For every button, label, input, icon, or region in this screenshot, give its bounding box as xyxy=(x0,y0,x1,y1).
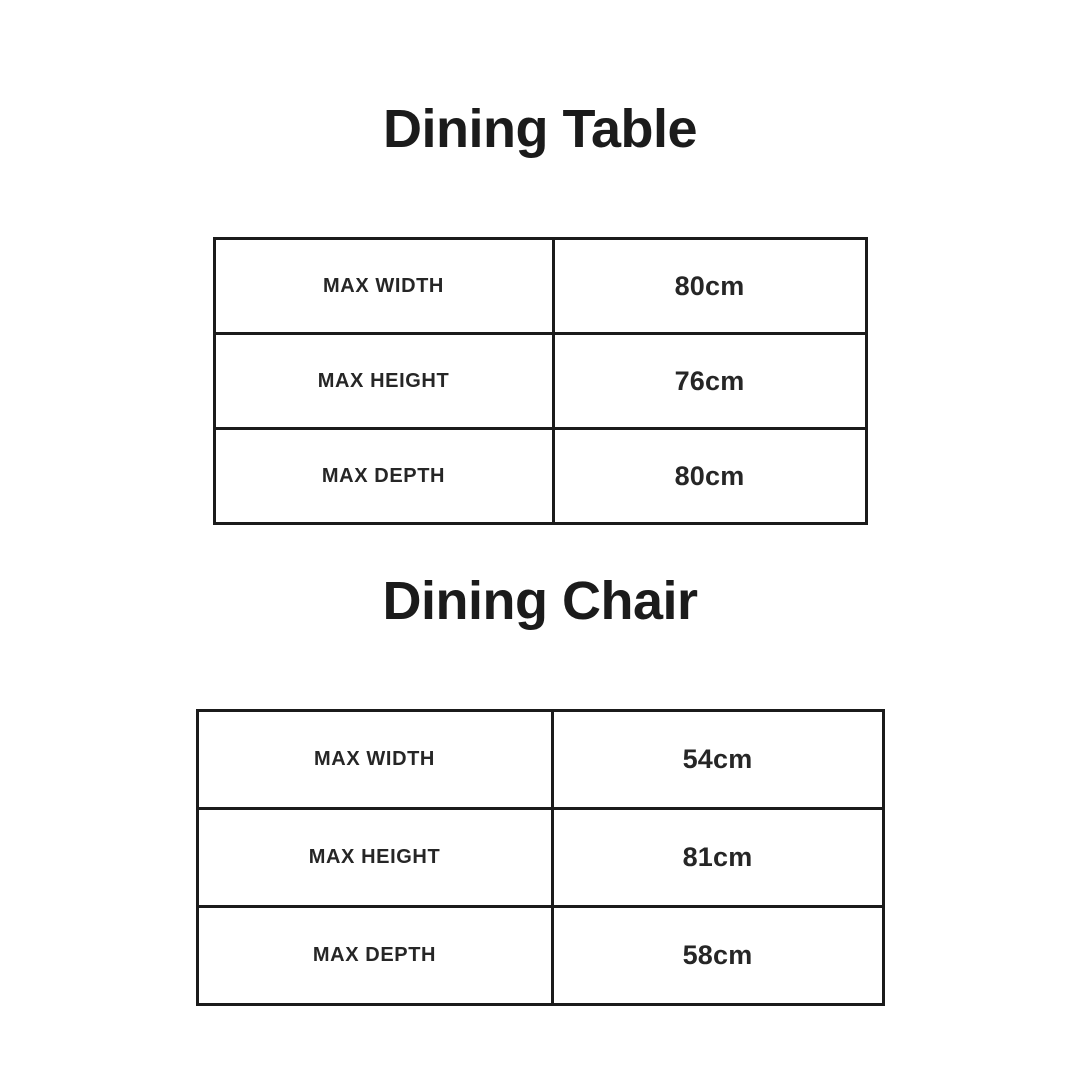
spec-value: 80cm xyxy=(553,429,866,524)
dining-chair-specs-wrapper xyxy=(0,709,1080,1006)
dining-table-specs-wrapper xyxy=(0,237,1080,525)
dining-chair-title: Dining Chair xyxy=(382,571,698,631)
spec-label: MAX WIDTH xyxy=(197,711,552,809)
spec-label: MAX HEIGHT xyxy=(197,809,552,907)
table-row xyxy=(197,809,883,907)
dining-table-specs-table xyxy=(213,237,868,525)
table-row xyxy=(197,907,883,1005)
dining-chair-section xyxy=(0,572,1080,1006)
spec-value: 81cm xyxy=(552,809,883,907)
spec-value: 54cm xyxy=(552,711,883,809)
spec-value: 80cm xyxy=(553,239,866,334)
spec-value: 58cm xyxy=(552,907,883,1005)
table-row xyxy=(214,334,866,429)
table-row xyxy=(214,429,866,524)
table-row xyxy=(214,239,866,334)
spec-label: MAX DEPTH xyxy=(214,429,553,524)
dining-chair-specs-table xyxy=(196,709,885,1006)
dining-table-title: Dining Table xyxy=(383,99,697,159)
table-row xyxy=(197,711,883,809)
spec-value: 76cm xyxy=(553,334,866,429)
spec-label: MAX WIDTH xyxy=(214,239,553,334)
spec-label: MAX DEPTH xyxy=(197,907,552,1005)
dining-table-section xyxy=(0,100,1080,525)
spec-label: MAX HEIGHT xyxy=(214,334,553,429)
